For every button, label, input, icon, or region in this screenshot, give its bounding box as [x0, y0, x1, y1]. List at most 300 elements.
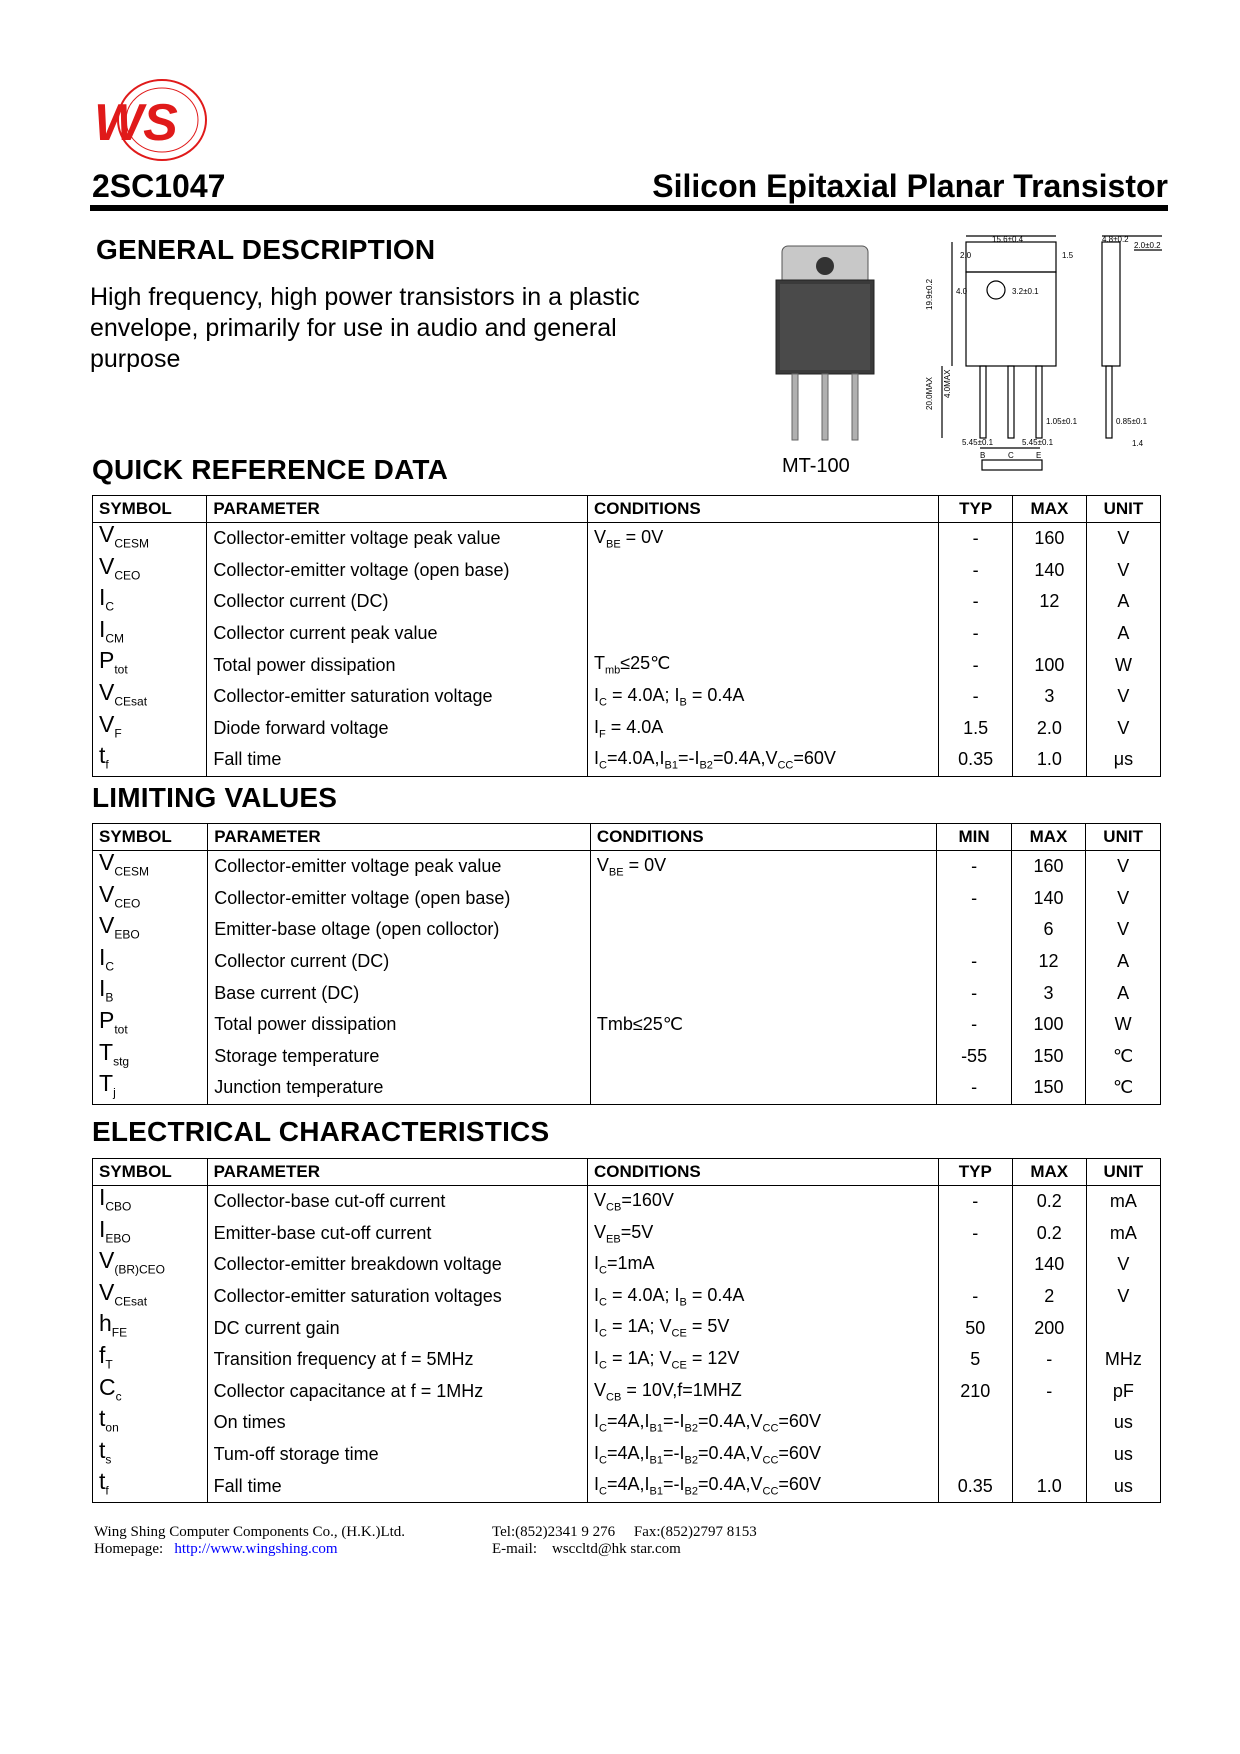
condition-text: =0.4A,V [697, 1442, 763, 1463]
table-header-row [93, 496, 1161, 523]
dim-3: 2.0±0.2 [1134, 241, 1161, 250]
dim-1: 15.6±0.4 [992, 235, 1024, 244]
tel: Tel:(852)2341 9 276 [492, 1524, 616, 1540]
parameter-cell: Tum-off storage time [207, 1439, 587, 1471]
parameter-cell: Fall time [207, 1470, 587, 1502]
table-row [93, 523, 1161, 555]
conditions-cell [590, 977, 937, 1009]
column-header: TYP [939, 496, 1013, 523]
condition-text: = 1A; V [606, 1316, 672, 1337]
value-1-cell: -55 [937, 1041, 1011, 1073]
symbol-letter: V [99, 552, 115, 579]
symbol-cell [93, 1470, 208, 1502]
conditions-cell [587, 744, 938, 776]
condition-text: = 1A; V [606, 1347, 672, 1368]
dim-6: 3.2±0.1 [1012, 287, 1039, 296]
symbol-subscript: C [105, 959, 115, 974]
symbol-subscript: T [105, 1357, 113, 1372]
symbol-cell [93, 1006, 208, 1041]
table-row [93, 946, 1161, 978]
pin-b: B [980, 451, 986, 460]
column-header: SYMBOL [93, 496, 207, 523]
column-header: UNIT [1086, 1159, 1160, 1186]
symbol-letter: V [99, 1247, 115, 1274]
dim-11: 5.45±0.1 [962, 438, 994, 447]
conditions-cell [590, 914, 937, 946]
parameter-cell: Collector-emitter voltage (open base) [208, 883, 591, 915]
unit-cell: V [1086, 713, 1160, 745]
symbol-cell [93, 1215, 208, 1250]
condition-text: = 0V [620, 527, 664, 547]
unit-cell: ℃ [1086, 1072, 1161, 1104]
value-2-cell: 200 [1012, 1312, 1086, 1344]
conditions-cell [587, 713, 938, 745]
symbol-letter: f [99, 1341, 106, 1368]
package-label: MT-100 [782, 455, 850, 477]
condition-text: =60V [778, 1411, 821, 1432]
document-title: Silicon Epitaxial Planar Transistor [652, 168, 1168, 204]
quick-reference-heading: QUICK REFERENCE DATA [92, 454, 449, 485]
parameter-cell: Collector-emitter voltage peak value [208, 851, 591, 883]
column-header: UNIT [1086, 496, 1160, 523]
conditions-cell [588, 1407, 939, 1439]
condition-subscript: B1 [664, 759, 678, 772]
value-2-cell: 6 [1011, 914, 1086, 946]
contact-email-line [492, 1541, 757, 1558]
condition-subscript: B1 [649, 1422, 663, 1435]
parameter-cell: Emitter-base oltage (open colloctor) [208, 914, 591, 946]
value-2-cell: 140 [1011, 883, 1086, 915]
condition-subscript: CC [762, 1454, 779, 1467]
unit-cell [1086, 1312, 1160, 1344]
condition-text: I [594, 1284, 600, 1305]
conditions-cell [588, 1218, 939, 1250]
parameter-cell: Collector current peak value [207, 618, 588, 650]
parameter-cell: Total power dissipation [207, 649, 588, 681]
symbol-letter: I [99, 615, 106, 642]
unit-cell: A [1086, 586, 1160, 618]
dim-9: 1.05±0.1 [1046, 417, 1078, 426]
condition-subscript: CB [606, 1391, 622, 1404]
company-logo [88, 78, 208, 162]
symbol-subscript: f [105, 757, 109, 772]
symbol-subscript: CEsat [114, 694, 148, 709]
symbol-cell [93, 1407, 208, 1439]
symbol-cell [93, 523, 207, 555]
unit-cell: A [1086, 977, 1161, 1009]
symbol-letter: t [99, 742, 106, 769]
parameter-cell: Emitter-base cut-off current [207, 1218, 587, 1250]
parameter-cell: Base current (DC) [208, 977, 591, 1009]
value-2-cell: 150 [1011, 1041, 1086, 1073]
value-2-cell: 100 [1011, 1009, 1086, 1041]
condition-subscript: B2 [684, 1422, 698, 1435]
table-row [93, 1407, 1161, 1439]
symbol-cell [93, 615, 207, 650]
pin-e: E [1036, 451, 1042, 460]
symbol-letter: I [99, 943, 106, 970]
limiting-values-table [92, 823, 1161, 1105]
symbol-cell [93, 1038, 208, 1073]
symbol-subscript: CESM [114, 536, 150, 551]
fax: Fax:(852)2797 8153 [633, 1524, 757, 1540]
table-row [93, 1376, 1161, 1408]
condition-text: =-I [662, 1411, 685, 1432]
symbol-letter: I [99, 1215, 106, 1242]
condition-text: = 4.0A; I [606, 1284, 680, 1305]
value-1-cell: - [937, 851, 1011, 883]
value-1-cell: - [939, 681, 1013, 713]
symbol-cell [93, 914, 208, 946]
condition-text: = 4.0A; I [606, 684, 680, 705]
condition-text: I [594, 1411, 600, 1432]
condition-text: T [593, 653, 605, 674]
symbol-subscript: F [114, 726, 122, 741]
table-row [93, 1009, 1161, 1041]
parameter-cell: Collector-base cut-off current [207, 1186, 587, 1218]
symbol-letter: I [99, 584, 106, 611]
table-row [93, 883, 1161, 915]
symbol-subscript: c [115, 1389, 122, 1404]
condition-text: I [594, 1347, 600, 1368]
column-header: PARAMETER [207, 1159, 587, 1186]
symbol-cell [93, 1341, 208, 1376]
quick-reference-table [92, 495, 1161, 777]
unit-cell: pF [1086, 1376, 1160, 1408]
table-header-row [93, 1159, 1161, 1186]
table-row [93, 649, 1161, 681]
symbol-letter: T [99, 1038, 114, 1065]
condition-text: =60V [793, 748, 836, 769]
condition-text: Tmb≤25℃ [596, 1014, 684, 1035]
parameter-cell: DC current gain [207, 1312, 587, 1344]
dim-2: 4.8±0.2 [1102, 235, 1129, 244]
symbol-subscript: B [105, 990, 114, 1005]
value-1-cell: 1.5 [939, 713, 1013, 745]
value-2-cell: 3 [1011, 977, 1086, 1009]
condition-text: I [594, 1316, 600, 1337]
value-2-cell: 140 [1012, 555, 1086, 587]
column-header: MIN [937, 824, 1011, 851]
parameter-cell: Transition frequency at f = 5MHz [207, 1344, 587, 1376]
symbol-cell [93, 678, 207, 713]
symbol-subscript: s [105, 1452, 112, 1467]
condition-text: ≤25℃ [620, 653, 671, 674]
column-header: CONDITIONS [587, 496, 938, 523]
value-1-cell: 0.35 [939, 744, 1013, 776]
condition-subscript: mb [604, 664, 621, 677]
parameter-cell: Collector current (DC) [208, 946, 591, 978]
company-name: Wing Shing Computer Components Co., (H.K.)Ltd. [94, 1524, 406, 1540]
value-2-cell: - [1012, 1344, 1086, 1376]
table-row [93, 1470, 1161, 1502]
table-row [93, 744, 1161, 776]
symbol-cell [93, 1436, 208, 1471]
conditions-cell [587, 618, 938, 650]
electrical-characteristics-table [92, 1158, 1161, 1503]
symbol-letter: t [99, 1405, 106, 1432]
column-header: PARAMETER [208, 824, 591, 851]
symbol-letter: t [99, 1468, 106, 1495]
unit-cell: ℃ [1086, 1041, 1161, 1073]
symbol-letter: t [99, 1436, 106, 1463]
unit-cell: W [1086, 1009, 1161, 1041]
table-row [93, 681, 1161, 713]
column-header: SYMBOL [93, 824, 208, 851]
symbol-letter: T [99, 1070, 114, 1097]
unit-cell: us [1086, 1470, 1160, 1502]
condition-text: V [593, 527, 606, 547]
dim-10: 0.85±0.1 [1116, 417, 1148, 426]
unit-cell: V [1086, 1249, 1160, 1281]
value-2-cell: 0.2 [1012, 1218, 1086, 1250]
table-row [93, 851, 1161, 883]
unit-cell: MHz [1086, 1344, 1160, 1376]
symbol-letter: I [99, 1184, 106, 1210]
homepage-link[interactable]: http://www.wingshing.com [174, 1541, 338, 1557]
value-1-cell: - [938, 1218, 1012, 1250]
symbol-subscript: CBO [105, 1199, 132, 1214]
table-row [93, 1041, 1161, 1073]
symbol-subscript: (BR)CEO [114, 1262, 166, 1277]
condition-text: =4A,I [606, 1474, 650, 1495]
condition-subscript: CE [671, 1327, 687, 1340]
value-1-cell: 210 [938, 1376, 1012, 1408]
unit-cell: us [1086, 1439, 1160, 1471]
condition-text: I [593, 748, 599, 769]
value-1-cell: - [939, 618, 1013, 650]
value-2-cell: 160 [1011, 851, 1086, 883]
condition-text: =5V [620, 1221, 654, 1242]
condition-subscript: B2 [684, 1454, 698, 1467]
symbol-cell [93, 586, 207, 618]
symbol-cell [93, 1312, 208, 1344]
value-1-cell: - [937, 883, 1011, 915]
dim-8: 4.0MAX [943, 369, 952, 398]
table-row [93, 618, 1161, 650]
pin-c: C [1008, 451, 1014, 460]
conditions-cell [587, 681, 938, 713]
table-header-row [93, 824, 1161, 851]
symbol-subscript: EBO [105, 1231, 131, 1246]
condition-text: V [594, 1221, 607, 1242]
column-header: MAX [1012, 496, 1086, 523]
symbol-letter: V [99, 1278, 115, 1305]
conditions-cell [590, 946, 937, 978]
parameter-cell: Storage temperature [208, 1041, 591, 1073]
condition-text: =4.0A,I [606, 748, 665, 769]
table-row [93, 1439, 1161, 1471]
condition-subscript: CC [762, 1485, 779, 1498]
symbol-letter: V [99, 912, 115, 939]
unit-cell: V [1086, 555, 1160, 587]
condition-subscript: CC [777, 759, 794, 772]
symbol-letter: P [99, 1006, 115, 1033]
condition-subscript: C [599, 1327, 607, 1340]
symbol-cell [93, 1373, 208, 1408]
general-description-heading: GENERAL DESCRIPTION [96, 234, 436, 265]
table-row [93, 1344, 1161, 1376]
symbol-cell [93, 943, 208, 978]
value-1-cell: - [937, 1072, 1011, 1104]
condition-text: = 0.4A [686, 1284, 745, 1305]
value-1-cell [937, 914, 1011, 946]
symbol-letter: V [99, 849, 115, 875]
condition-text: =160V [621, 1190, 674, 1210]
value-2-cell: 12 [1011, 946, 1086, 978]
value-2-cell: 160 [1012, 523, 1086, 555]
contact-phone-line [492, 1524, 757, 1541]
table-row [93, 713, 1161, 745]
conditions-cell [587, 649, 938, 681]
package-photo [770, 244, 880, 444]
condition-text: = 0.4A [686, 684, 745, 705]
value-1-cell: - [938, 1186, 1012, 1218]
condition-text: =0.4A,V [697, 1411, 763, 1432]
unit-cell: V [1086, 523, 1160, 555]
conditions-cell [588, 1376, 939, 1408]
unit-cell: A [1086, 618, 1160, 650]
unit-cell: μs [1086, 744, 1160, 776]
symbol-subscript: CM [105, 631, 125, 646]
symbol-subscript: on [105, 1420, 119, 1435]
symbol-subscript: stg [113, 1054, 130, 1069]
parameter-cell: Collector-emitter voltage (open base) [207, 555, 588, 587]
condition-text: =4A,I [606, 1411, 650, 1432]
symbol-subscript: CEsat [114, 1294, 148, 1309]
parameter-cell: Collector capacitance at f = 1MHz [207, 1376, 587, 1408]
symbol-letter: P [99, 647, 115, 674]
column-header: CONDITIONS [588, 1159, 939, 1186]
condition-text: I [594, 1253, 600, 1274]
table-row [93, 1186, 1161, 1218]
conditions-cell [587, 555, 938, 587]
symbol-cell [93, 1249, 208, 1281]
conditions-cell [587, 523, 938, 555]
condition-text: V [596, 855, 609, 875]
column-header: TYP [938, 1159, 1012, 1186]
symbol-letter: V [99, 678, 115, 705]
value-1-cell: - [939, 586, 1013, 618]
table-row [93, 1218, 1161, 1250]
conditions-cell [588, 1470, 939, 1502]
value-1-cell: - [939, 649, 1013, 681]
table-row [93, 977, 1161, 1009]
value-1-cell: - [937, 1009, 1011, 1041]
conditions-cell [590, 851, 937, 883]
value-1-cell: - [937, 946, 1011, 978]
table-row [93, 1312, 1161, 1344]
value-1-cell: - [939, 555, 1013, 587]
condition-text: =-I [662, 1442, 685, 1463]
value-1-cell: 5 [938, 1344, 1012, 1376]
unit-cell: V [1086, 883, 1161, 915]
symbol-cell [93, 710, 207, 745]
table-row [93, 586, 1161, 618]
symbol-subscript: tot [114, 1022, 128, 1037]
column-header: PARAMETER [207, 496, 588, 523]
condition-text: V [594, 1379, 607, 1400]
parameter-cell: Collector current (DC) [207, 586, 588, 618]
condition-text: = 5V [686, 1316, 730, 1337]
parameter-cell: Junction temperature [208, 1072, 591, 1104]
condition-subscript: C [599, 1296, 607, 1309]
condition-text: I [593, 716, 599, 737]
table-row [93, 1249, 1161, 1281]
homepage-label: Homepage: [94, 1541, 164, 1557]
homepage-line [94, 1541, 405, 1558]
value-2-cell [1012, 618, 1086, 650]
footer-contact [492, 1524, 757, 1558]
value-2-cell [1012, 1439, 1086, 1471]
condition-subscript: C [598, 696, 607, 709]
conditions-cell [588, 1249, 939, 1281]
conditions-cell [590, 883, 937, 915]
dim-4: 19.9±0.2 [925, 278, 934, 310]
column-header: MAX [1012, 1159, 1086, 1186]
general-description-text: High frequency, high power transistors in a plastic envelope, primarily for use in audio and general purpose [90, 283, 640, 373]
table-row [93, 555, 1161, 587]
condition-subscript: BE [608, 866, 624, 879]
condition-text: I [594, 1474, 600, 1495]
value-2-cell: 1.0 [1012, 1470, 1086, 1502]
value-1-cell [938, 1439, 1012, 1471]
symbol-cell [93, 977, 208, 1009]
conditions-cell [588, 1439, 939, 1471]
symbol-subscript: EBO [114, 927, 140, 942]
symbol-letter: h [99, 1310, 112, 1337]
condition-subscript: CC [762, 1422, 779, 1435]
condition-text: =4A,I [606, 1442, 650, 1463]
value-1-cell [938, 1407, 1012, 1439]
package-dimension-drawing [922, 234, 1168, 480]
footer-company [94, 1524, 405, 1558]
condition-text: = 12V [686, 1347, 740, 1368]
condition-subscript: B2 [699, 759, 713, 772]
conditions-cell [590, 1041, 937, 1073]
value-2-cell: 0.2 [1012, 1186, 1086, 1218]
value-2-cell: 100 [1012, 649, 1086, 681]
symbol-subscript: CEO [114, 568, 141, 583]
symbol-subscript: j [113, 1085, 116, 1100]
parameter-cell: On times [207, 1407, 587, 1439]
symbol-subscript: tot [114, 662, 128, 677]
symbol-cell [93, 649, 207, 681]
condition-text: I [594, 1442, 600, 1463]
parameter-cell: Total power dissipation [208, 1009, 591, 1041]
value-2-cell: 3 [1012, 681, 1086, 713]
symbol-subscript: FE [111, 1325, 128, 1340]
condition-text: =0.4A,V [712, 748, 778, 769]
email-label: E-mail: [492, 1541, 537, 1557]
value-2-cell: 2.0 [1012, 713, 1086, 745]
condition-text: = 10V,f=1MHZ [621, 1379, 742, 1400]
conditions-cell [588, 1312, 939, 1344]
email[interactable]: wsccltd@hk star.com [552, 1541, 681, 1557]
conditions-cell [590, 1009, 937, 1041]
unit-cell: V [1086, 851, 1161, 883]
column-header: MAX [1011, 824, 1086, 851]
symbol-letter: V [99, 521, 115, 547]
symbol-subscript: CEO [114, 896, 141, 911]
condition-text: =-I [677, 748, 700, 769]
condition-subscript: C [599, 1264, 607, 1277]
condition-text: =60V [778, 1474, 821, 1495]
table-row [93, 914, 1161, 946]
table-row [93, 1072, 1161, 1104]
value-2-cell: 12 [1012, 586, 1086, 618]
unit-cell: us [1086, 1407, 1160, 1439]
